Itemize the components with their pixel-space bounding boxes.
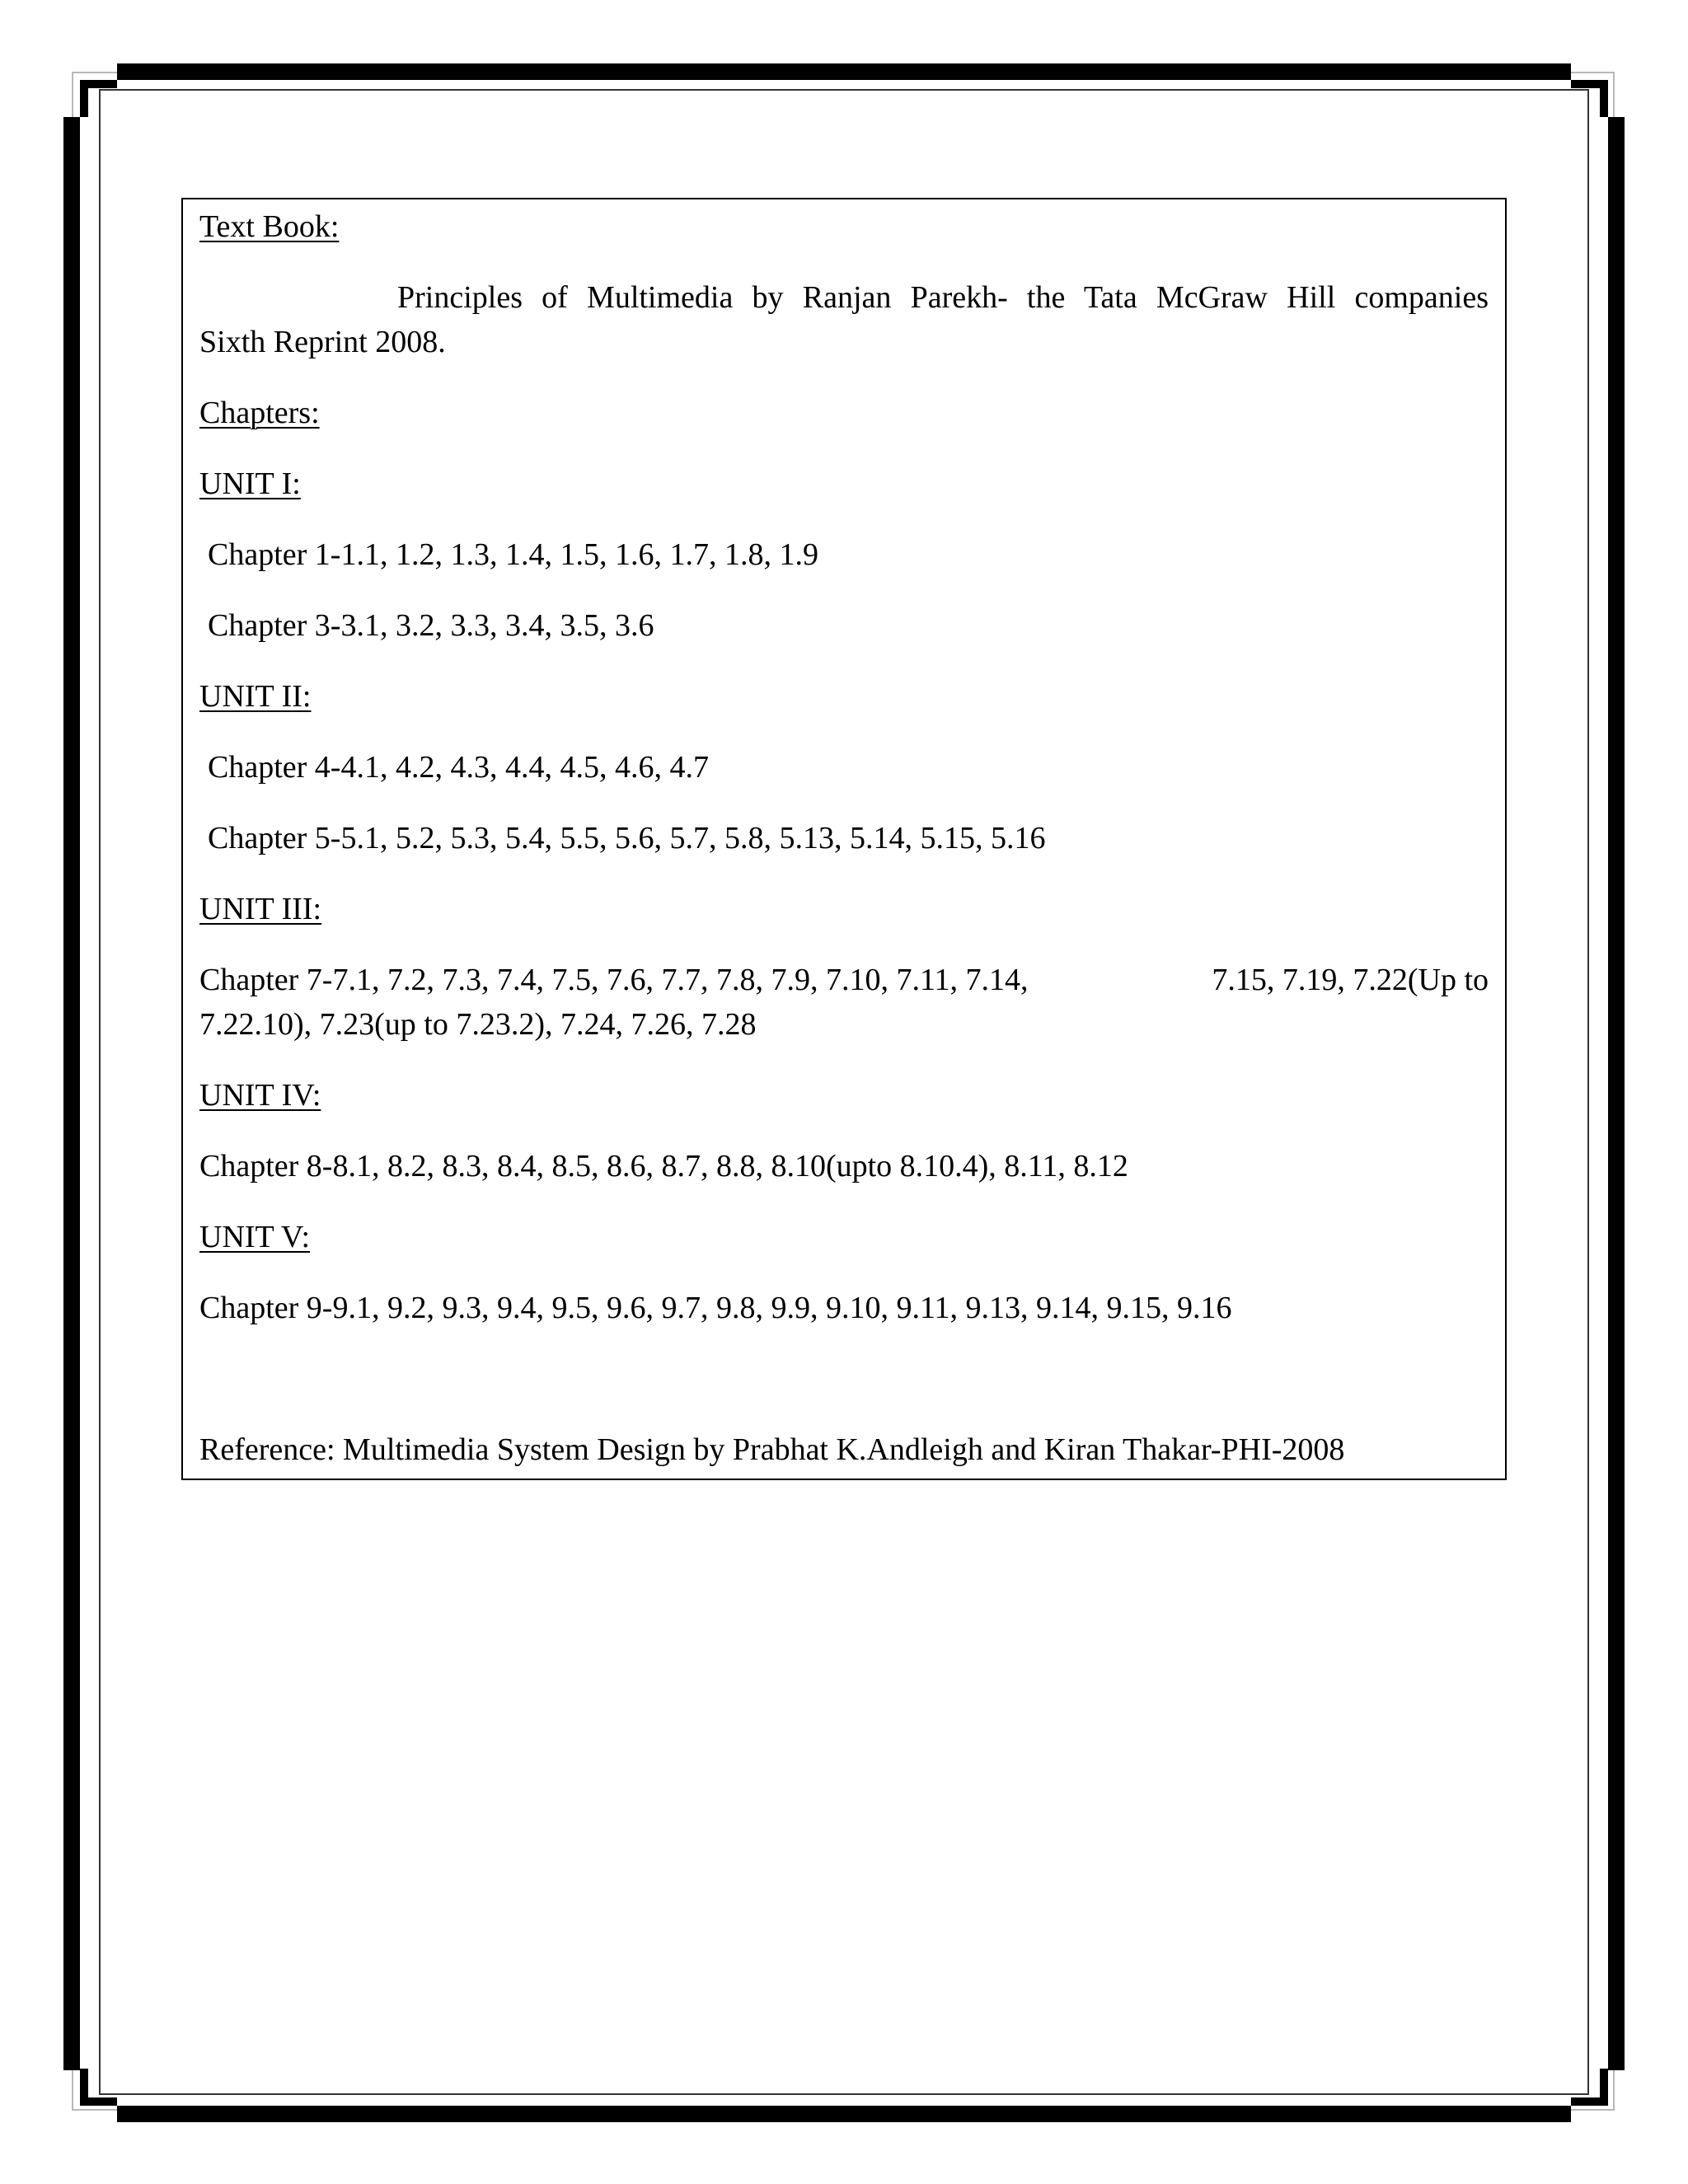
unit-2-line-1: Chapter 4-4.1, 4.2, 4.3, 4.4, 4.5, 4.6, 4.7 [208,750,709,785]
border-corner-top-right [1600,80,1608,117]
unit-1-heading: UNIT I: [199,466,301,501]
border-bar-left [63,117,80,2070]
border-corner-bottom-right [1600,2069,1608,2106]
unit-3-line-1-right: 7.15, 7.19, 7.22(Up to [1212,963,1489,997]
unit-2-heading: UNIT II: [199,679,312,714]
syllabus-box [181,198,1507,1480]
unit-1-line-2: Chapter 3-3.1, 3.2, 3.3, 3.4, 3.5, 3.6 [208,608,654,643]
textbook-line-1: Principles of Multimedia by Ranjan Parekh- the Tata McGraw Hill companies [397,280,1489,315]
border-bar-top [117,63,1571,80]
unit-3-heading: UNIT III: [199,892,322,926]
border-bar-right [1608,117,1625,2070]
border-corner-bottom-left [80,2069,88,2106]
border-corner-top-left [80,80,88,117]
textbook-heading: Text Book: [199,209,340,244]
unit-4-heading: UNIT IV: [199,1078,321,1113]
border-bar-bottom [117,2106,1571,2122]
unit-3-line-1-left: Chapter 7-7.1, 7.2, 7.3, 7.4, 7.5, 7.6, 7.7, 7.8, 7.9, 7.10, 7.11, 7.14, [199,963,1029,997]
textbook-line-2: Sixth Reprint 2008. [199,325,446,359]
chapters-heading: Chapters: [199,396,320,430]
unit-5-heading: UNIT V: [199,1220,311,1254]
reference-line: Reference: Multimedia System Design by Prabhat K.Andleigh and Kiran Thakar-PHI-2008 [199,1432,1345,1467]
unit-3-line-1 [199,958,1489,1002]
unit-2-line-2: Chapter 5-5.1, 5.2, 5.3, 5.4, 5.5, 5.6, 5.7, 5.8, 5.13, 5.14, 5.15, 5.16 [208,821,1046,855]
unit-5-line-1: Chapter 9-9.1, 9.2, 9.3, 9.4, 9.5, 9.6, 9.7, 9.8, 9.9, 9.10, 9.11, 9.13, 9.14, 9.15, 9.16 [199,1291,1232,1325]
unit-1-line-1: Chapter 1-1.1, 1.2, 1.3, 1.4, 1.5, 1.6, 1.7, 1.8, 1.9 [208,537,818,572]
unit-3-line-2: 7.22.10), 7.23(up to 7.23.2), 7.24, 7.26, 7.28 [199,1007,757,1042]
unit-4-line-1: Chapter 8-8.1, 8.2, 8.3, 8.4, 8.5, 8.6, 8.7, 8.8, 8.10(upto 8.10.4), 8.11, 8.12 [199,1149,1128,1183]
